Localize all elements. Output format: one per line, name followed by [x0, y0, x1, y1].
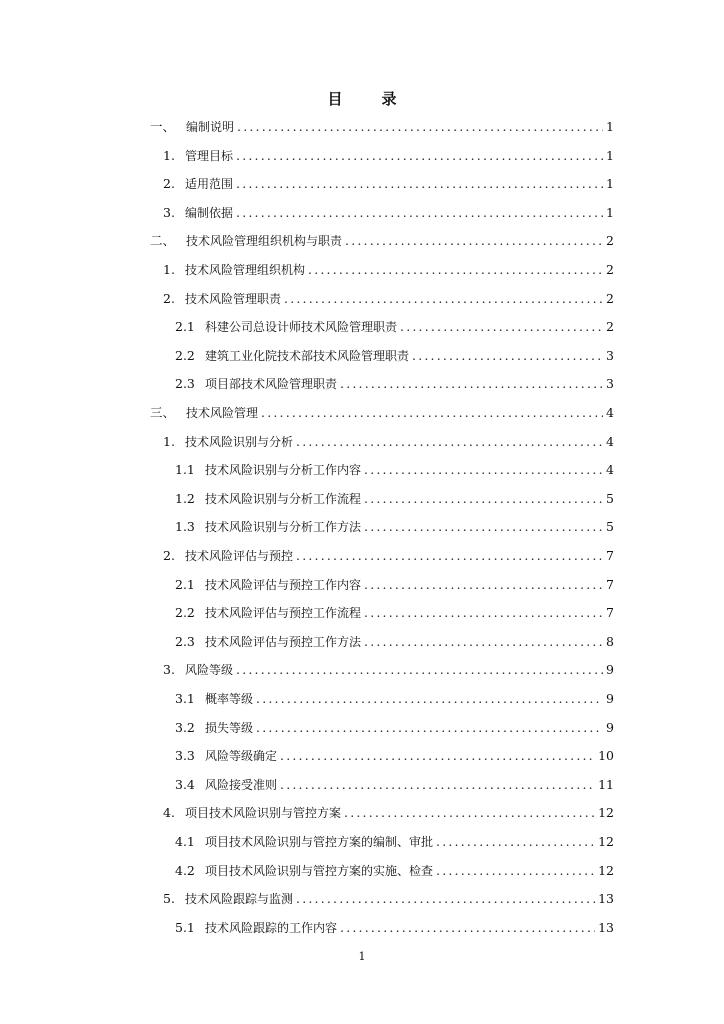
toc-entry-number: 2. [163, 176, 175, 192]
toc-entry-title: 技术风险跟踪与监测 [185, 892, 294, 907]
toc-dot-leader [284, 289, 603, 309]
toc-dot-leader [236, 660, 603, 680]
toc-dot-leader [280, 746, 595, 766]
toc-dot-leader [364, 489, 603, 509]
toc-entry-title: 项目部技术风险管理职责 [205, 377, 338, 392]
toc-entry[interactable] [163, 660, 614, 680]
toc-entry-title: 编制依据 [185, 205, 234, 220]
toc-entry[interactable] [163, 174, 614, 194]
toc-entry-number: 4.1 [175, 834, 195, 849]
toc-entry[interactable] [150, 117, 614, 137]
toc-entry-page: 8 [606, 633, 614, 649]
toc-dot-leader [340, 374, 603, 394]
toc-entry-page: 12 [598, 805, 614, 821]
toc-entry-page: 4 [606, 405, 614, 420]
toc-entry-number: 二、 [150, 233, 176, 249]
toc-entry[interactable] [163, 289, 614, 309]
toc-entry-title: 技术风险评估与预控 [185, 549, 294, 563]
toc-entry-title: 项目技术风险识别与管控方案的实施、检查 [205, 863, 434, 878]
toc-entry-number: 3.1 [175, 691, 195, 706]
toc-entry-number: 2.3 [175, 633, 195, 649]
page-number: 1 [358, 950, 366, 963]
toc-entry-page: 1 [606, 119, 614, 134]
toc-entry[interactable] [175, 861, 614, 881]
toc-entry[interactable] [175, 632, 614, 652]
toc-entry-page: 5 [606, 490, 614, 506]
toc-entry-title: 项目技术风险识别与管控方案的编制、审批 [205, 835, 434, 849]
toc-entry[interactable] [175, 775, 614, 795]
toc-dot-leader [308, 260, 603, 280]
toc-entry-page: 7 [606, 548, 614, 563]
toc-entry-page: 2 [606, 262, 614, 277]
toc-entry[interactable] [175, 517, 614, 537]
toc-entry-title: 技术风险识别与分析工作流程 [205, 491, 362, 506]
toc-entry-number: 5. [163, 891, 175, 907]
toc-entry-number: 1. [163, 433, 175, 449]
toc-entry-number: 1. [163, 147, 175, 163]
toc-entry-title: 技术风险评估与预控工作内容 [205, 577, 362, 592]
toc-entry-number: 三、 [150, 405, 176, 420]
toc-dot-leader [237, 117, 603, 137]
toc-entry-page: 7 [606, 605, 614, 621]
toc-entry-title: 科建公司总设计师技术风险管理职责 [205, 320, 398, 335]
page-title: 目 录 [327, 90, 409, 108]
toc-entry-title: 管理目标 [185, 148, 234, 163]
toc-entry-page: 1 [606, 147, 614, 163]
toc-entry-page: 12 [598, 834, 614, 849]
toc-entry-number: 4.2 [175, 862, 195, 878]
toc-dot-leader [280, 775, 595, 795]
toc-entry[interactable] [175, 460, 614, 480]
toc-entry-page: 7 [606, 576, 614, 592]
toc-entry-title: 技术风险管理组织机构 [185, 263, 306, 277]
toc-entry[interactable] [175, 575, 614, 595]
toc-dot-leader [236, 146, 603, 166]
toc-entry-number: 3. [163, 204, 175, 220]
toc-entry[interactable] [175, 346, 614, 366]
toc-entry-page: 13 [598, 919, 614, 935]
toc-dot-leader [261, 403, 603, 423]
toc-entry[interactable] [163, 432, 614, 452]
toc-entry[interactable] [163, 546, 614, 566]
toc-entry-page: 2 [606, 290, 614, 306]
toc-entry[interactable] [175, 603, 614, 623]
toc-entry-page: 3 [606, 347, 614, 363]
toc-entry-number: 4. [163, 805, 175, 821]
toc-entry-title: 风险接受准则 [205, 777, 278, 792]
toc-entry-title: 技术风险识别与分析工作方法 [205, 520, 362, 535]
toc-dot-leader [364, 603, 603, 623]
toc-entry-page: 12 [598, 862, 614, 878]
toc-entry[interactable] [175, 317, 614, 337]
toc-entry-page: 10 [598, 748, 614, 764]
toc-entry-page: 9 [606, 662, 614, 678]
toc-entry-number: 2. [163, 548, 175, 563]
toc-entry-page: 11 [598, 776, 614, 792]
toc-dot-leader [436, 832, 595, 852]
toc-entry[interactable] [163, 889, 614, 909]
toc-entry-page: 4 [606, 433, 614, 449]
toc-entry-title: 项目技术风险识别与管控方案 [185, 806, 342, 821]
toc-dot-leader [436, 861, 595, 881]
toc-entry-number: 2.3 [175, 376, 195, 392]
toc-entry-number: 3.3 [175, 748, 195, 764]
toc-entry[interactable] [163, 260, 614, 280]
toc-entry-number: 1. [163, 262, 175, 277]
toc-entry-number: 1.3 [175, 519, 195, 535]
toc-entry-number: 3.4 [175, 776, 195, 792]
toc-entry-title: 损失等级 [205, 720, 254, 735]
toc-entry-number: 5.1 [175, 919, 195, 935]
toc-entry-number: 3.2 [175, 719, 195, 735]
toc-entry-number: 2.2 [175, 347, 195, 363]
toc-entry-title: 技术风险评估与预控工作流程 [205, 606, 362, 621]
toc-entry-title: 建筑工业化院技术部技术风险管理职责 [205, 348, 410, 363]
toc-entry[interactable] [163, 146, 614, 166]
toc-entry-number: 2.1 [175, 319, 195, 335]
toc-entry-number: 2.1 [175, 576, 195, 592]
toc-entry[interactable] [163, 203, 614, 223]
toc-entry-page: 13 [598, 891, 614, 907]
toc-dot-leader [256, 718, 603, 738]
toc-entry[interactable] [175, 374, 614, 394]
toc-entry-page: 1 [606, 176, 614, 192]
toc-dot-leader [256, 689, 603, 709]
toc-entry[interactable] [175, 489, 614, 509]
toc-dot-leader [364, 575, 603, 595]
toc-dot-leader [236, 174, 603, 194]
toc-entry[interactable] [175, 832, 614, 852]
toc-entry-title: 技术风险评估与预控工作方法 [205, 634, 362, 649]
toc-entry-title: 技术风险管理 [186, 406, 259, 420]
toc-dot-leader [296, 432, 603, 452]
toc-dot-leader [340, 918, 595, 938]
toc-dot-leader [296, 546, 603, 566]
toc-dot-leader [345, 231, 603, 251]
toc-entry[interactable] [163, 803, 614, 823]
toc-dot-leader [364, 460, 603, 480]
toc-entry-title: 技术风险识别与分析工作内容 [205, 463, 362, 478]
toc-entry[interactable] [150, 403, 614, 423]
toc-entry-page: 1 [606, 204, 614, 220]
toc-entry[interactable] [175, 689, 614, 709]
toc-dot-leader [412, 346, 603, 366]
toc-entry-page: 5 [606, 519, 614, 535]
toc-entry-title: 适用范围 [185, 177, 234, 192]
toc-entry-page: 9 [606, 691, 614, 706]
toc-entry-number: 1.1 [175, 462, 195, 478]
toc-entry[interactable] [175, 746, 614, 766]
toc-entry[interactable] [175, 718, 614, 738]
toc-entry-page: 4 [606, 462, 614, 478]
toc-entry-number: 2.2 [175, 605, 195, 621]
toc-entry-page: 3 [606, 376, 614, 392]
toc-entry-page: 9 [606, 719, 614, 735]
toc-entry-title: 概率等级 [205, 692, 254, 706]
toc-entry-page: 2 [606, 319, 614, 335]
toc-entry-page: 2 [606, 233, 614, 249]
toc-entry-number: 1.2 [175, 490, 195, 506]
toc-entry-title: 风险等级 [185, 663, 234, 678]
toc-dot-leader [344, 803, 595, 823]
toc-entry-number: 2. [163, 290, 175, 306]
toc-entry-title: 编制说明 [186, 120, 235, 134]
toc-dot-leader [296, 889, 595, 909]
toc-entry[interactable] [175, 918, 614, 938]
toc-dot-leader [236, 203, 603, 223]
toc-entry-number: 一、 [150, 119, 176, 134]
toc-entry-title: 技术风险识别与分析 [185, 434, 294, 449]
toc-dot-leader [364, 517, 603, 537]
toc-entry-title: 风险等级确定 [205, 749, 278, 764]
toc-entry-title: 技术风险管理组织机构与职责 [186, 234, 343, 249]
toc-entry-number: 3. [163, 662, 175, 678]
toc-entry-title: 技术风险管理职责 [185, 291, 282, 306]
toc-dot-leader [400, 317, 603, 337]
toc-dot-leader [364, 632, 603, 652]
toc-entry-title: 技术风险跟踪的工作内容 [205, 920, 338, 935]
toc-entry[interactable] [150, 231, 614, 251]
